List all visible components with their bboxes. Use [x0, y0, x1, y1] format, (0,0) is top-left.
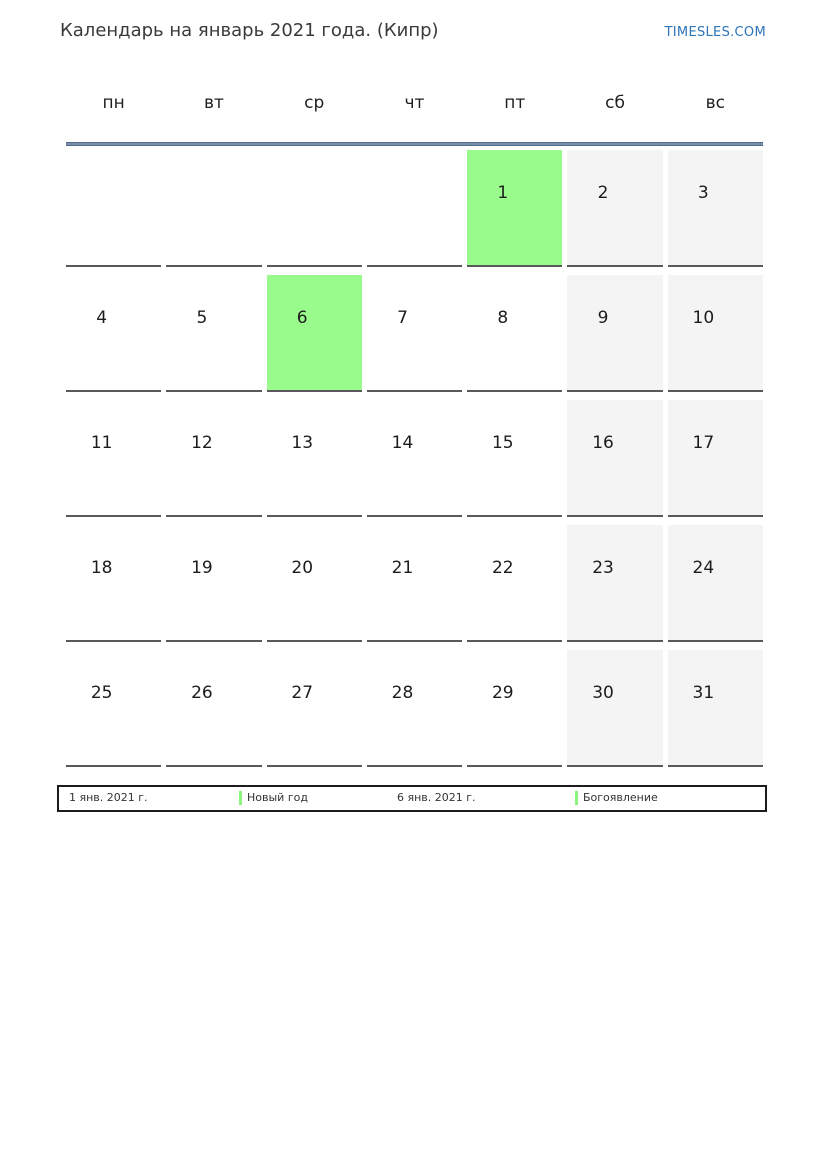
day-cell-weekend: 9 [567, 275, 662, 392]
day-cell-weekend: 3 [668, 150, 763, 267]
day-cell: 4 [66, 275, 161, 392]
day-cell-holiday: 6 [267, 275, 362, 392]
legend-holiday-name-1: Новый год [247, 791, 308, 804]
day-cell-holiday: 1 [467, 150, 562, 267]
holiday-marker-icon [575, 791, 578, 805]
day-cell: 25 [66, 650, 161, 767]
weekday-tue: вт [203, 93, 224, 113]
day-cell: 18 [66, 525, 161, 642]
empty-cell [367, 150, 462, 267]
day-cell: 20 [267, 525, 362, 642]
day-cell-weekend: 2 [567, 150, 662, 267]
legend-holiday-name-2: Богоявление [583, 791, 658, 804]
day-cell: 11 [66, 400, 161, 517]
day-cell-weekend: 30 [567, 650, 662, 767]
day-cell: 29 [467, 650, 562, 767]
weekday-wed: ср [304, 93, 325, 113]
brand-link[interactable]: TIMESLES.COM [664, 25, 766, 40]
legend-date-1: 1 янв. 2021 г. [69, 791, 148, 804]
day-cell: 22 [467, 525, 562, 642]
day-cell: 19 [166, 525, 261, 642]
weekday-sat: сб [605, 93, 625, 113]
day-cell-weekend: 17 [668, 400, 763, 517]
empty-cell [267, 150, 362, 267]
day-cell: 26 [166, 650, 261, 767]
day-cell-weekend: 24 [668, 525, 763, 642]
holidays-legend [57, 785, 767, 812]
day-cell: 27 [267, 650, 362, 767]
day-cell: 7 [367, 275, 462, 392]
empty-cell [166, 150, 261, 267]
empty-cell [66, 150, 161, 267]
weekday-mon: пн [102, 93, 125, 113]
day-cell-weekend: 10 [668, 275, 763, 392]
day-cell: 8 [467, 275, 562, 392]
weekday-header [66, 93, 763, 113]
day-cell: 5 [166, 275, 261, 392]
day-cell: 13 [267, 400, 362, 517]
day-cell-weekend: 23 [567, 525, 662, 642]
day-cell: 28 [367, 650, 462, 767]
day-cell: 15 [467, 400, 562, 517]
holiday-marker-icon [239, 791, 242, 805]
page-title: Календарь на январь 2021 года. (Кипр) [60, 20, 439, 41]
day-cell-weekend: 16 [567, 400, 662, 517]
legend-date-2: 6 янв. 2021 г. [397, 791, 476, 804]
header-separator-line [66, 142, 763, 146]
day-cell: 21 [367, 525, 462, 642]
weekday-thu: чт [404, 93, 425, 113]
weekday-sun: вс [705, 93, 726, 113]
calendar-grid [66, 150, 763, 767]
day-cell: 14 [367, 400, 462, 517]
day-cell-weekend: 31 [668, 650, 763, 767]
day-cell: 12 [166, 400, 261, 517]
weekday-fri: пт [504, 93, 526, 113]
